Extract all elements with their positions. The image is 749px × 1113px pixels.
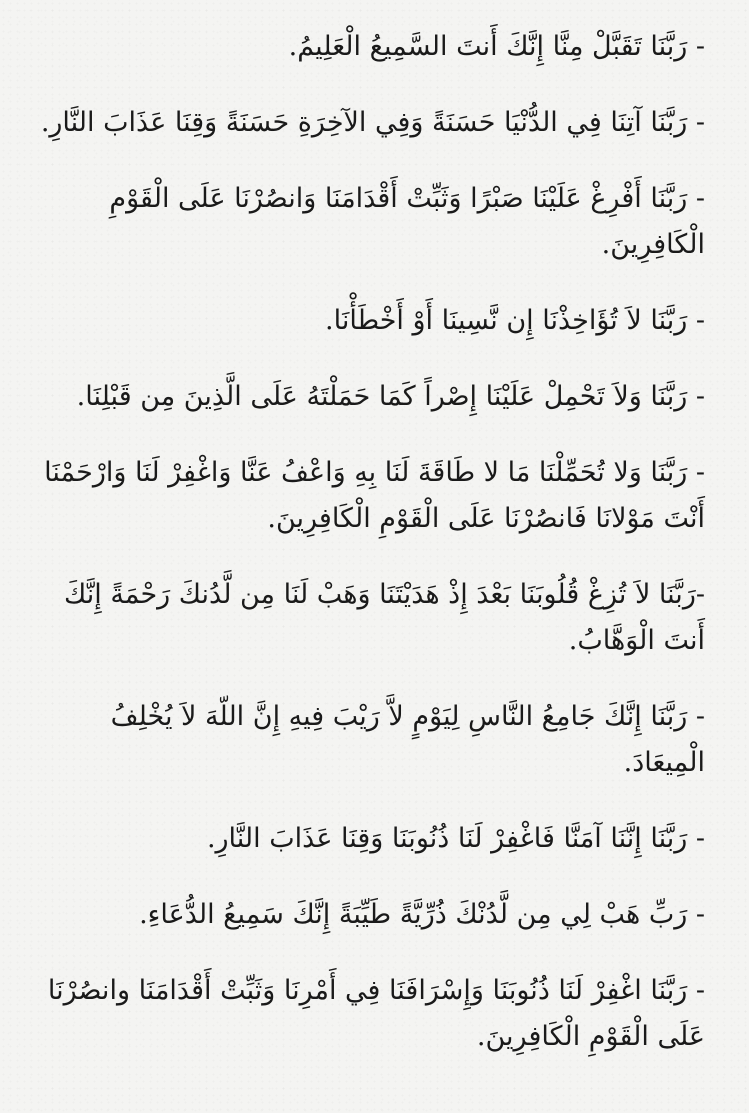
dua-3: - رَبَّنَا أَفْرِغْ عَلَيْنَا صَبْرًا وَثَبِّتْ أَقْدَامَنَا وَانصُرْنَا عَلَى الْقَوْمِ الْكَافِرِينَ. xyxy=(109,183,705,260)
dua-5: - رَبَّنَا وَلاَ تَحْمِلْ عَلَيْنَا إِصْراً كَمَا حَمَلْتَهُ عَلَى الَّذِينَ مِن قَبْلِنَا. xyxy=(76,381,705,412)
dua-11: - رَبَّنَا اغْفِرْ لَنَا ذُنُوبَنَا وَإِسْرَافَنَا فِي أَمْرِنَا وَثَبِّتْ أَقْدَامَنَا وانصُرْنَا عَلَى الْقَوْمِ الْكَافِرِينَ. xyxy=(47,975,705,1052)
dua-10: - رَبِّ هَبْ لِي مِن لَّدُنْكَ ذُرِّيَّةً طَيِّبَةً إِنَّكَ سَمِيعُ الدُّعَاءِ. xyxy=(139,899,705,930)
dua-7: -رَبَّنَا لاَ تُزِغْ قُلُوبَنَا بَعْدَ إِذْ هَدَيْتَنَا وَهَبْ لَنَا مِن لَّدُنكَ رَحْمَةً إِنَّكَ أَنتَ الْوَهَّابُ. xyxy=(64,579,705,656)
dua-2: - رَبَّنَا آتِنَا فِي الدُّنْيَا حَسَنَةً وَفِي الآخِرَةِ حَسَنَةً وَقِنَا عَذَابَ النَّارِ. xyxy=(40,107,705,138)
dua-8: - رَبَّنَا إِنَّكَ جَامِعُ النَّاسِ لِيَوْمٍ لاَّ رَيْبَ فِيهِ إِنَّ اللّهَ لاَ يُخْلِفُ الْمِيعَادَ. xyxy=(110,701,705,778)
dua-1: - رَبَّنَا تَقَبَّلْ مِنَّا إِنَّكَ أَنتَ السَّمِيعُ الْعَلِيمُ. xyxy=(288,31,705,62)
dua-4: - رَبَّنَا لاَ تُؤَاخِذْنَا إِن نَّسِينَا أَوْ أَخْطَأْنَا. xyxy=(325,305,705,336)
dua-6: - رَبَّنَا وَلا تُحَمِّلْنَا مَا لا طَاقَةَ لَنَا بِهِ وَاعْفُ عَنَّا وَاغْفِرْ لَنَا وَارْحَمْنَا أَنْتَ مَوْلانَا فَانصُرْنَا عَلَى الْقَوْمِ الْكَافِرِينَ. xyxy=(44,457,705,534)
dua-9: - رَبَّنَا إِنَّنَا آمَنَّا فَاغْفِرْ لَنَا ذُنُوبَنَا وَقِنَا عَذَابَ النَّارِ. xyxy=(206,823,705,854)
